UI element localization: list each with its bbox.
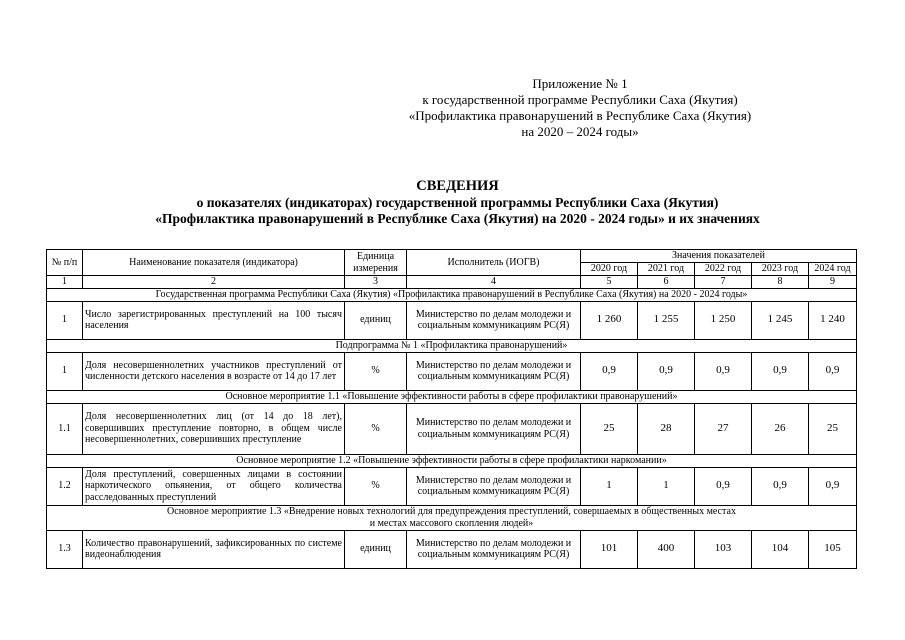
row-number: 1.2 — [47, 467, 83, 505]
measure-row — [47, 390, 857, 403]
header-values-group: Значения показателей — [581, 250, 857, 263]
document-subtitle-line-2: «Профилактика правонарушений в Республике Саха (Якутия) на 2020 - 2024 годы» и их значениях — [155, 211, 760, 226]
column-number: 8 — [752, 276, 809, 289]
column-number: 7 — [695, 276, 752, 289]
column-number: 6 — [638, 276, 695, 289]
column-number: 1 — [47, 276, 83, 289]
value-2020: 101 — [581, 530, 638, 568]
indicator-unit: % — [345, 352, 407, 390]
measure-title: Основное мероприятие 1.2 «Повышение эффективности работы в сфере профилактики наркомании» — [47, 454, 857, 467]
program-title: Государственная программа Республики Саха (Якутия) «Профилактика правонарушений в Республике Саха (Якутия) на 2020 - 2024 годы» — [47, 288, 857, 301]
value-2021: 1 — [638, 467, 695, 505]
appendix-line-2: к государственной программе Республики Саха (Якутия) — [422, 92, 738, 107]
value-2022: 103 — [695, 530, 752, 568]
row-number: 1 — [47, 301, 83, 339]
value-2020: 1 — [581, 467, 638, 505]
header-year: 2020 год — [581, 263, 638, 276]
indicator-name: Доля несовершеннолетних лиц (от 14 до 18 лет), совершивших преступление повторно, в общем числе несовершеннолетних, совершивших преступление — [83, 403, 345, 454]
table-row — [47, 352, 857, 390]
header-row-1 — [47, 250, 857, 263]
value-2021: 1 255 — [638, 301, 695, 339]
measure-title: Основное мероприятие 1.1 «Повышение эффективности работы в сфере профилактики правонарушений» — [47, 390, 857, 403]
value-2023: 0,9 — [752, 352, 809, 390]
value-2021: 28 — [638, 403, 695, 454]
value-2020: 0,9 — [581, 352, 638, 390]
value-2022: 27 — [695, 403, 752, 454]
column-number: 5 — [581, 276, 638, 289]
value-2024: 0,9 — [809, 467, 857, 505]
value-2022: 1 250 — [695, 301, 752, 339]
column-number: 9 — [809, 276, 857, 289]
table-row — [47, 467, 857, 505]
value-2023: 104 — [752, 530, 809, 568]
value-2020: 25 — [581, 403, 638, 454]
document-title: СВЕДЕНИЯ — [416, 178, 499, 194]
row-number: 1.3 — [47, 530, 83, 568]
row-number: 1.1 — [47, 403, 83, 454]
document-subtitle-line-1: о показателях (индикаторах) государственной программы Республики Саха (Якутия) — [196, 194, 719, 210]
appendix-line-4: на 2020 – 2024 годы» — [521, 124, 639, 139]
measure-title — [47, 505, 857, 530]
column-number: 4 — [407, 276, 581, 289]
indicator-name: Доля несовершеннолетних участников преступлений от численности детского населения в возрасте от 14 до 17 лет — [83, 352, 345, 390]
value-2023: 0,9 — [752, 467, 809, 505]
table-row — [47, 301, 857, 339]
indicator-unit: % — [345, 467, 407, 505]
value-2024: 1 240 — [809, 301, 857, 339]
table-row — [47, 403, 857, 454]
header-name: Наименование показателя (индикатора) — [83, 250, 345, 276]
header-num: № п/п — [47, 250, 83, 276]
appendix-line-1: Приложение № 1 — [532, 76, 628, 91]
measure-title-line-1: Основное мероприятие 1.3 «Внедрение новых технологий для предупреждения преступлений, совершаемых в общественных местах — [167, 506, 736, 517]
indicator-name: Количество правонарушений, зафиксированных по системе видеонаблюдения — [83, 530, 345, 568]
header-year: 2022 год — [695, 263, 752, 276]
table-row — [47, 530, 857, 568]
indicator-unit: единиц — [345, 301, 407, 339]
program-row — [47, 288, 857, 301]
indicator-name: Число зарегистрированных преступлений на 100 тысяч населения — [83, 301, 345, 339]
header-unit: Единица измерения — [345, 250, 407, 276]
header-executor: Исполнитель (ИОГВ) — [407, 250, 581, 276]
indicator-name: Доля преступлений, совершенных лицами в состоянии наркотического опьянения, от общего количества расследованных преступлений — [83, 467, 345, 505]
value-2020: 1 260 — [581, 301, 638, 339]
value-2021: 0,9 — [638, 352, 695, 390]
value-2024: 105 — [809, 530, 857, 568]
indicator-executor: Министерство по делам молодежи и социальным коммуникациям РС(Я) — [407, 403, 581, 454]
subprogram-row — [47, 339, 857, 352]
indicator-unit: единиц — [345, 530, 407, 568]
indicator-executor: Министерство по делам молодежи и социальным коммуникациям РС(Я) — [407, 467, 581, 505]
indicator-unit: % — [345, 403, 407, 454]
value-2023: 26 — [752, 403, 809, 454]
value-2021: 400 — [638, 530, 695, 568]
appendix-line-3: «Профилактика правонарушений в Республике Саха (Якутия) — [408, 108, 752, 123]
appendix-block — [380, 76, 780, 140]
header-year: 2021 год — [638, 263, 695, 276]
header-year: 2023 год — [752, 263, 809, 276]
value-2023: 1 245 — [752, 301, 809, 339]
value-2024: 0,9 — [809, 352, 857, 390]
indicator-executor: Министерство по делам молодежи и социальным коммуникациям РС(Я) — [407, 352, 581, 390]
header-year: 2024 год — [809, 263, 857, 276]
indicator-executor: Министерство по делам молодежи и социальным коммуникациям РС(Я) — [407, 530, 581, 568]
subprogram-title: Подпрограмма № 1 «Профилактика правонарушений» — [47, 339, 857, 352]
column-number: 2 — [83, 276, 345, 289]
value-2022: 0,9 — [695, 352, 752, 390]
indicators-table — [46, 249, 857, 569]
measure-title-line-2: и местах массового скопления людей» — [369, 517, 534, 529]
column-numbers-row — [47, 276, 857, 289]
document-heading — [60, 178, 855, 228]
indicator-executor: Министерство по делам молодежи и социальным коммуникациям РС(Я) — [407, 301, 581, 339]
column-number: 3 — [345, 276, 407, 289]
value-2022: 0,9 — [695, 467, 752, 505]
row-number: 1 — [47, 352, 83, 390]
measure-row — [47, 454, 857, 467]
measure-row — [47, 505, 857, 530]
value-2024: 25 — [809, 403, 857, 454]
